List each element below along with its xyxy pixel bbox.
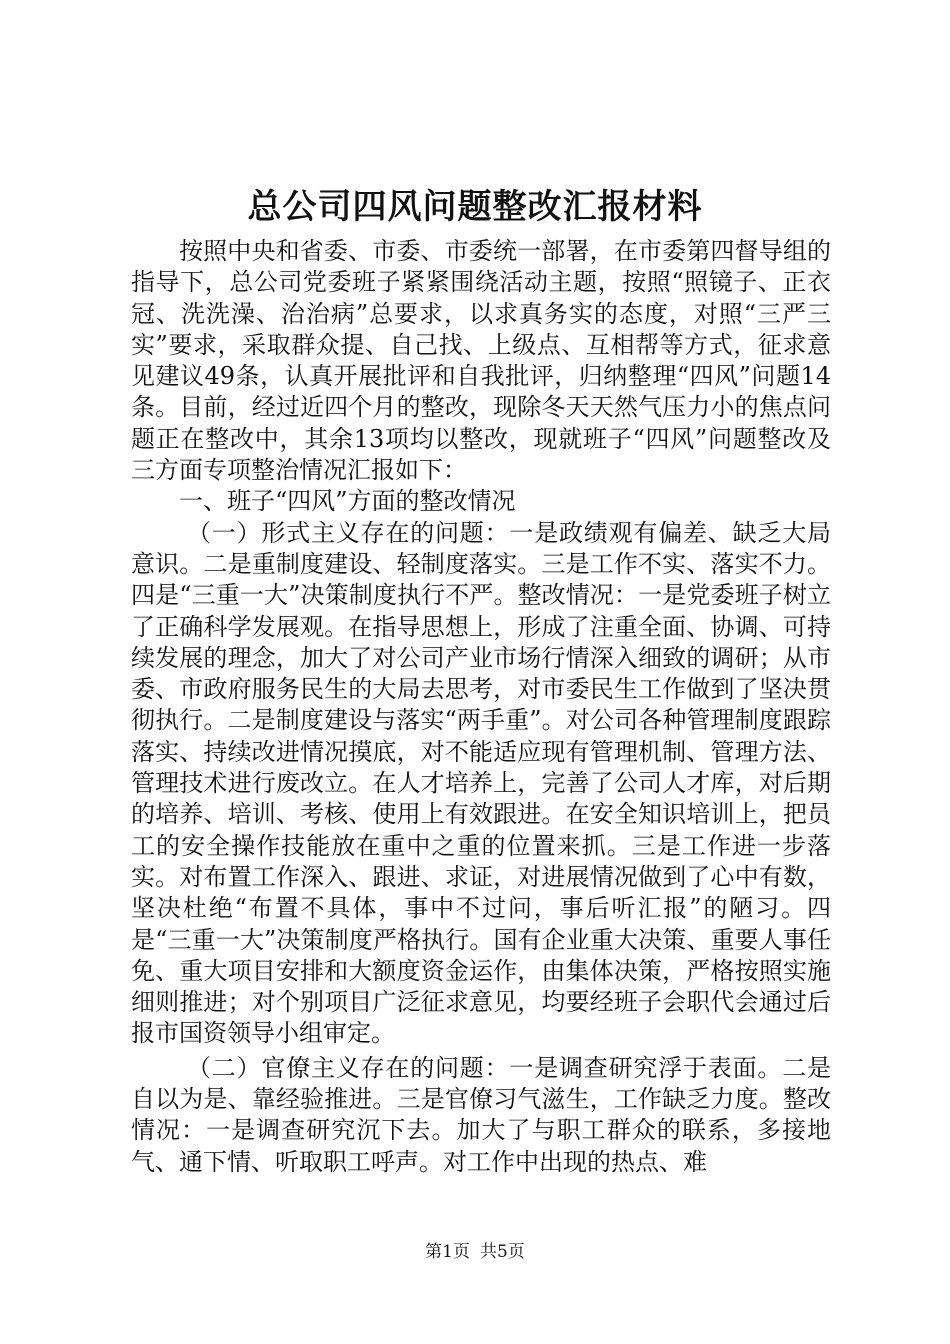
section-heading: 一、班子“四风”方面的整改情况 [179, 487, 516, 516]
bureaucracy-paragraph: （二）官僚主义存在的问题：一是调查研究浮于表面。二是自以为是、靠经验推进。三是官僚习气滋生，工作缺乏力度。整改情况：一是调查研究沉下去。加大了与职工群众的联系，多接地气、通下情、听取职工呼声。对工作中出现的热点、难 [131, 1053, 831, 1176]
page-total: 共5页 [480, 1242, 525, 1262]
document-title: 总公司四风问题整改汇报材料 [247, 187, 703, 227]
page-number: 第1页 [425, 1242, 470, 1262]
intro-paragraph: 按照中央和省委、市委、市委统一部署，在市委第四督导组的指导下，总公司党委班子紧紧围绕活动主题，按照“照镜子、正衣冠、洗洗澡、治治病”总要求，以求真务实的态度，对照“三严三实”要求，采取群众提、自己找、上级点、互相帮等方式，征求意见建议49条，认真开展批评和自我批评，归纳整理“四风”问题14条。目前，经过近四个月的整改，现除冬天天然气压力小的焦点问题正在整改中，其余13项均以整改，现就班子“四风”问题整改及三方面专项整治情况汇报如下： [131, 237, 831, 485]
formalism-paragraph: （一）形式主义存在的问题：一是政绩观有偏差、缺乏大局意识。二是重制度建设、轻制度落实。三是工作不实、落实不力。四是“三重一大”决策制度执行不严。整改情况：一是党委班子树立了正确科学发展观。在指导思想上，形成了注重全面、协调、可持续发展的理念，加大了对公司产业市场行情深入细致的调研；从市委、市政府服务民生的大局去思考，对市委民生工作做到了坚决贯彻执行。二是制度建设与落实“两手重”。对公司各种管理制度跟踪落实、持续改进情况摸底，对不能适应现有管理机制、管理方法、管理技术进行废改立。在人才培养上，完善了公司人才库，对后期的培养、培训、考核、使用上有效跟进。在安全知识培训上，把员工的安全操作技能放在重中之重的位置来抓。三是工作进一步落实。对布置工作深入、跟进、求证，对进展情况做到了心中有数，坚决杜绝“布置不具体，事中不过问，事后听汇报”的陋习。四是“三重一大”决策制度严格执行。国有企业重大决策、重要人事任免、重大项目安排和大额度资金运作，由集体决策，严格按照实施细则推进；对个别项目广泛征求意见，均要经班子会职代会通过后报市国资领导小组审定。 [131, 518, 831, 1048]
document-body [131, 236, 831, 1178]
page-footer [0, 1240, 950, 1264]
